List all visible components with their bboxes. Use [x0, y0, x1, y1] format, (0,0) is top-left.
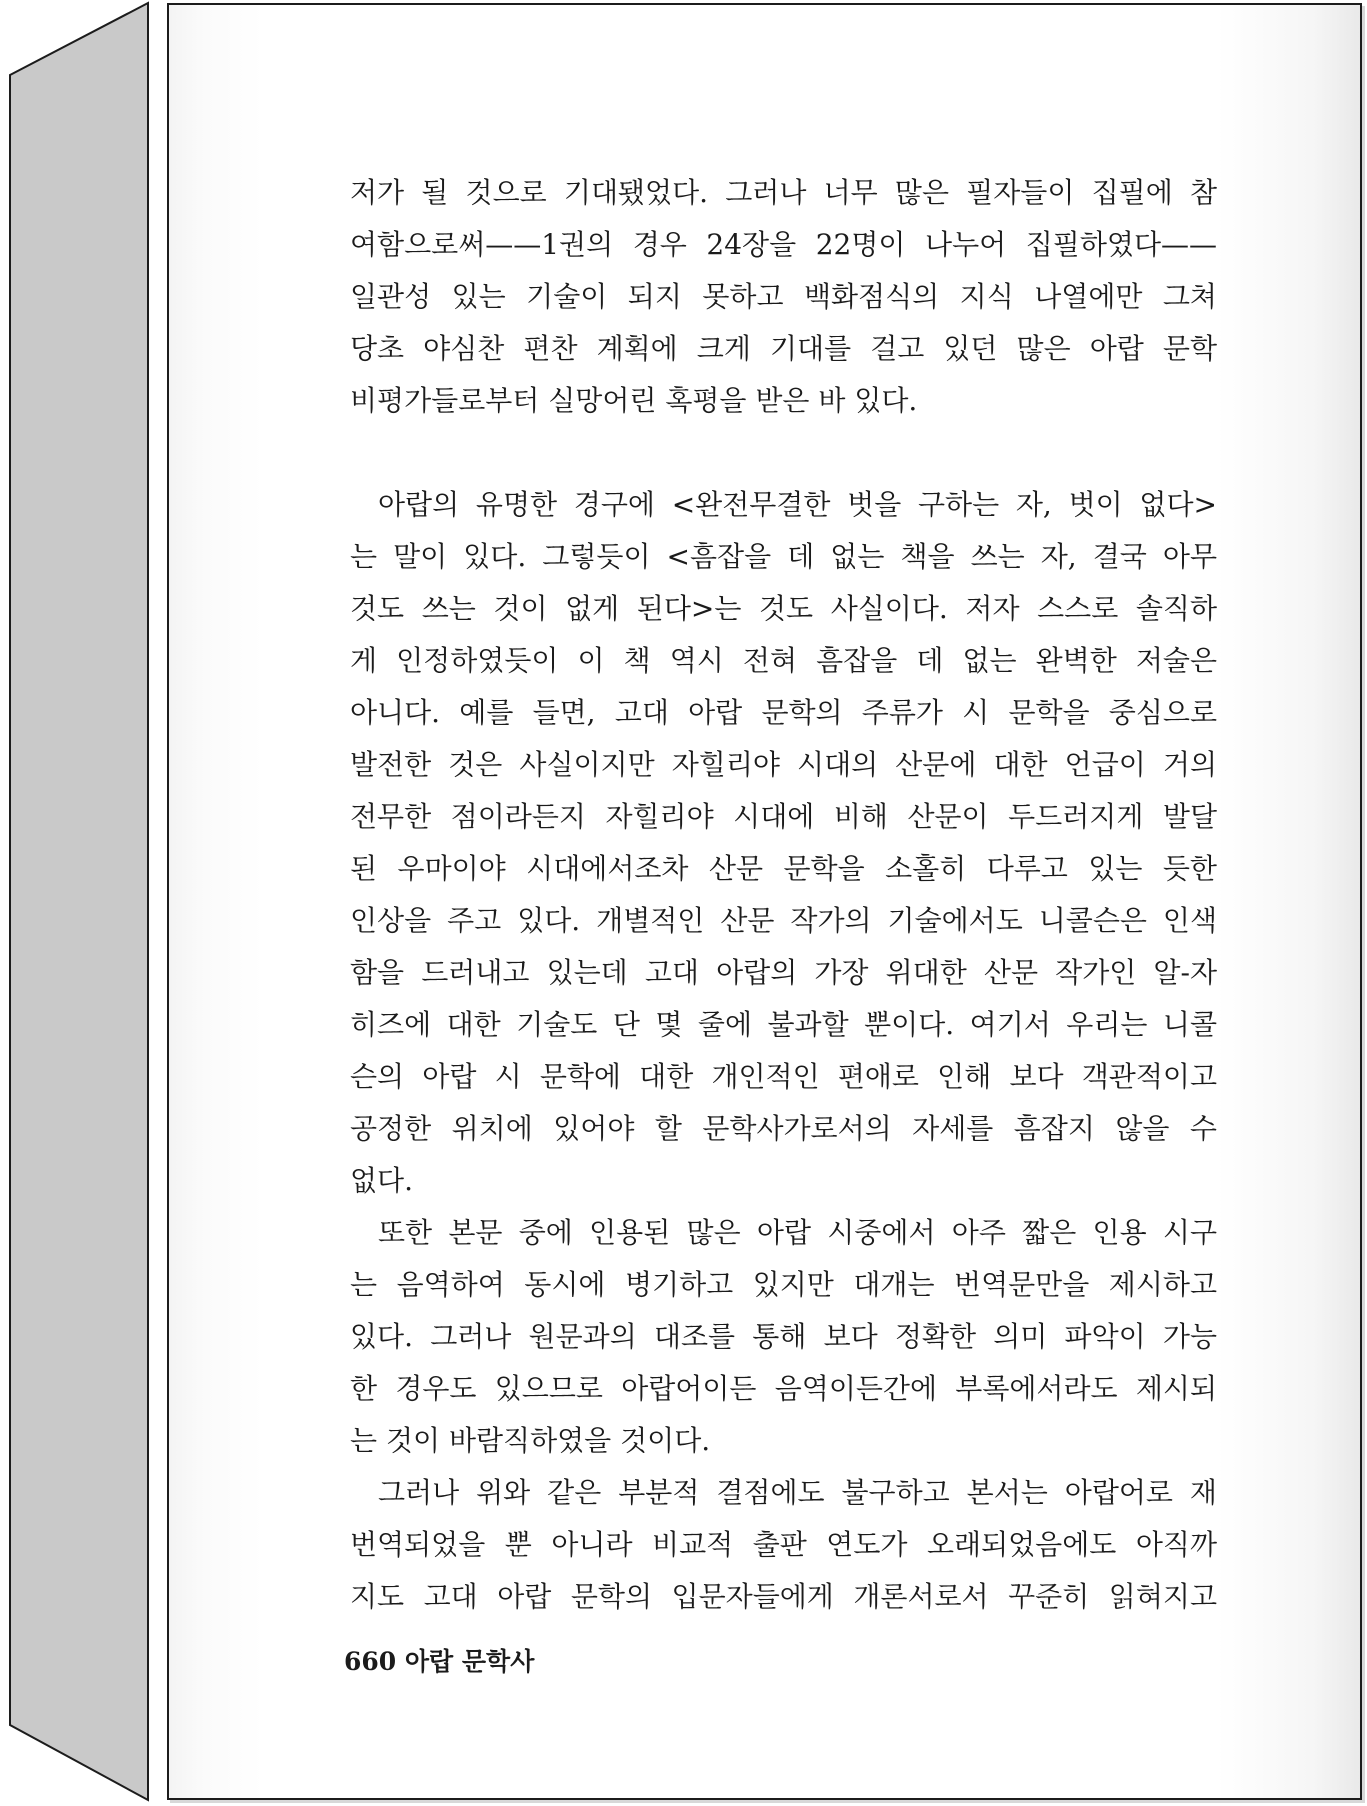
- text-line: 발전한 것은 사실이지만 자힐리야 시대의 산문에 대한 언급이 거의: [350, 748, 1217, 781]
- paragraph-2: [350, 479, 1217, 1207]
- text-line: 것도 쓰는 것이 없게 된다>는 것도 사실이다. 저자 스스로 솔직하: [350, 592, 1217, 625]
- text-line: 없다.: [350, 1164, 413, 1197]
- text-line: 전무한 점이라든지 자힐리야 시대에 비해 산문이 두드러지게 발달: [350, 800, 1217, 833]
- paragraph-4: [350, 1467, 1217, 1623]
- paragraph-gap: [350, 427, 1217, 479]
- text-line: 지도 고대 아랍 문학의 입문자들에게 개론서로서 꾸준히 읽혀지고: [350, 1580, 1217, 1613]
- body-text: [350, 167, 1217, 1623]
- text-line: 히즈에 대한 기술도 단 몇 줄에 불과할 뿐이다. 여기서 우리는 니콜: [350, 1008, 1217, 1041]
- text-line: 저가 될 것으로 기대됐었다. 그러나 너무 많은 필자들이 집필에 참: [350, 176, 1217, 209]
- text-line: 는 말이 있다. 그렇듯이 <흠잡을 데 없는 책을 쓰는 자, 결국 아무: [350, 540, 1217, 573]
- paragraph-3: [350, 1207, 1217, 1467]
- text-line: 있다. 그러나 원문과의 대조를 통해 보다 정확한 의미 파악이 가능: [350, 1320, 1217, 1353]
- text-line: 는 것이 바람직하였을 것이다.: [350, 1424, 711, 1457]
- text-line: 아랍의 유명한 경구에 <완전무결한 벗을 구하는 자, 벗이 없다>: [378, 488, 1217, 521]
- text-line: 는 음역하여 동시에 병기하고 있지만 대개는 번역문만을 제시하고: [350, 1268, 1217, 1301]
- text-line: 당초 야심찬 편찬 계획에 크게 기대를 걸고 있던 많은 아랍 문학: [350, 332, 1217, 365]
- page-footer: 660 아랍 문학사: [344, 1647, 535, 1676]
- text-line: 비평가들로부터 실망어린 혹평을 받은 바 있다.: [350, 384, 918, 417]
- text-line: 또한 본문 중에 인용된 많은 아랍 시중에서 아주 짧은 인용 시구: [378, 1216, 1217, 1249]
- text-line: 함을 드러내고 있는데 고대 아랍의 가장 위대한 산문 작가인 알-자: [350, 956, 1217, 989]
- book-spine: [10, 3, 148, 1800]
- text-line: 인상을 주고 있다. 개별적인 산문 작가의 기술에서도 니콜슨은 인색: [350, 904, 1217, 937]
- text-line: 슨의 아랍 시 문학에 대한 개인적인 편애로 인해 보다 객관적이고: [350, 1060, 1217, 1093]
- text-line: 된 우마이야 시대에서조차 산문 문학을 소홀히 다루고 있는 듯한: [350, 852, 1217, 885]
- text-line: 번역되었을 뿐 아니라 비교적 출판 연도가 오래되었음에도 아직까: [350, 1528, 1217, 1561]
- text-line: 그러나 위와 같은 부분적 결점에도 불구하고 본서는 아랍어로 재: [378, 1476, 1217, 1509]
- text-line: 일관성 있는 기술이 되지 못하고 백화점식의 지식 나열에만 그쳐: [350, 280, 1217, 313]
- text-line: 한 경우도 있으므로 아랍어이든 음역이든간에 부록에서라도 제시되: [350, 1372, 1217, 1405]
- text-line: 여함으로써——1권의 경우 24장을 22명이 나누어 집필하였다——: [350, 228, 1217, 261]
- text-line: 게 인정하였듯이 이 책 역시 전혀 흠잡을 데 없는 완벽한 저술은: [350, 644, 1217, 677]
- text-line: 공정한 위치에 있어야 할 문학사가로서의 자세를 흠잡지 않을 수: [350, 1112, 1217, 1145]
- paragraph-1: [350, 167, 1217, 427]
- text-line: 아니다. 예를 들면, 고대 아랍 문학의 주류가 시 문학을 중심으로: [350, 696, 1217, 729]
